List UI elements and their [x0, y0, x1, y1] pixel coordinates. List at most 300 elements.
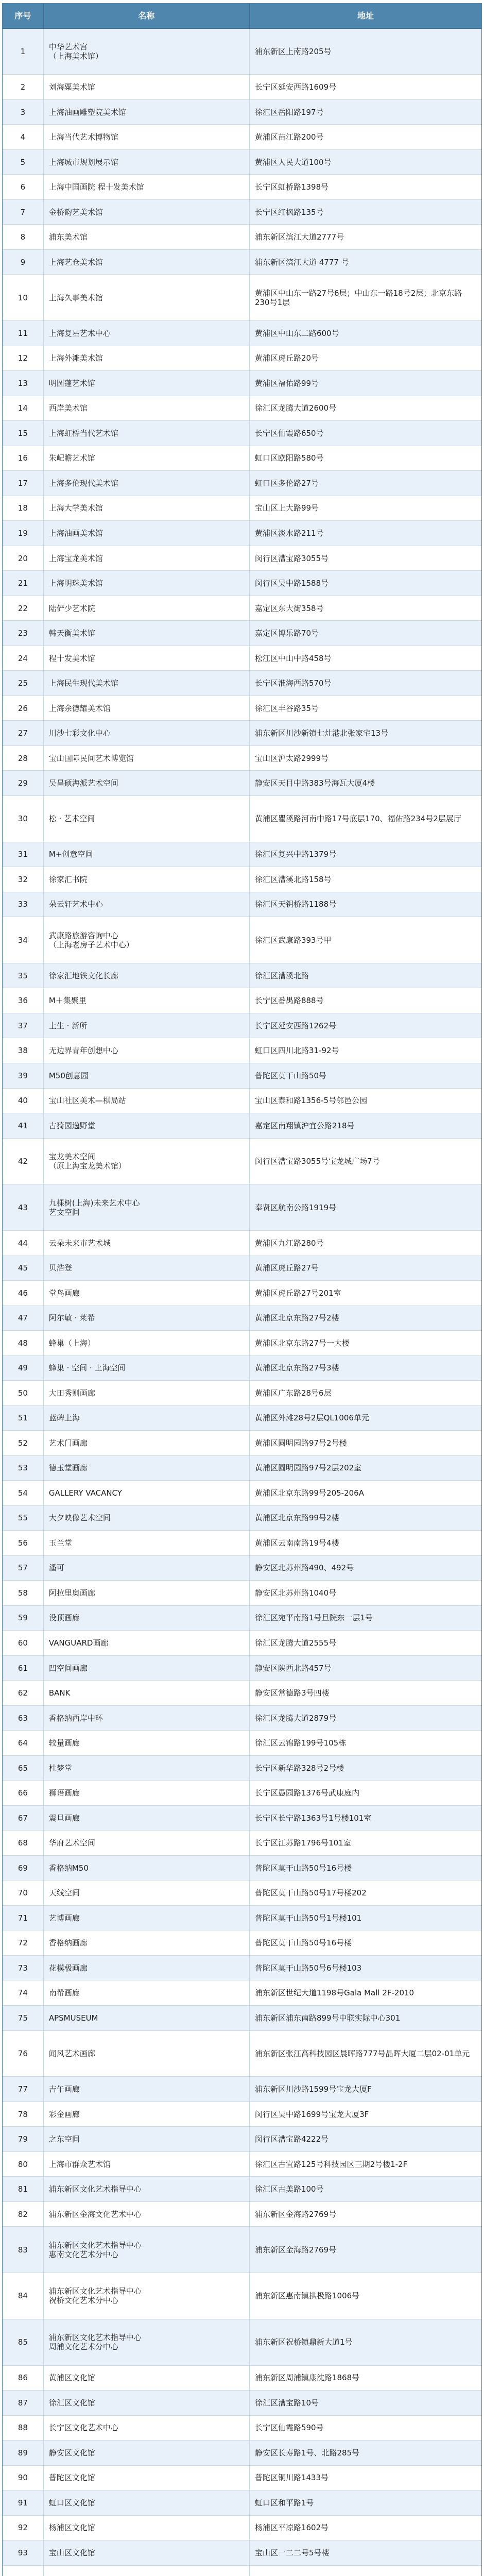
row-number: 91 [3, 2490, 44, 2516]
table-row [3, 275, 481, 321]
venue-address: 黄浦区圆明园路97号2号楼 [250, 1431, 481, 1456]
venue-name: 潘可 [44, 1556, 250, 1581]
venue-address: 徐汇区龙腾大道2555号 [250, 1631, 481, 1656]
row-number: 55 [3, 1506, 44, 1531]
row-number: 51 [3, 1406, 44, 1431]
venue-name: 天线空间 [44, 1880, 250, 1906]
venue-address: 浦东新区川沙路1599号宝龙大厦F [250, 2077, 481, 2102]
row-number: 32 [3, 867, 44, 892]
table-row [3, 1606, 481, 1631]
venue-address: 长宁区愚园路1376号武康庭内 [250, 1781, 481, 1806]
row-number: 79 [3, 2127, 44, 2152]
venue-name: 阿拉里奥画廊 [44, 1581, 250, 1606]
row-number: 16 [3, 446, 44, 471]
table-row [3, 250, 481, 275]
venue-address: 长宁区仙霞路590号 [250, 2416, 481, 2441]
table-row [3, 1880, 481, 1906]
venue-name: 上海油画雕塑院美术馆 [44, 100, 250, 125]
table-row [3, 596, 481, 621]
row-number: 26 [3, 696, 44, 721]
row-number: 9 [3, 250, 44, 275]
venue-address: 虹口区欧阳路580号 [250, 446, 481, 471]
row-number: 10 [3, 275, 44, 321]
venue-name: 九棵树(上海)未来艺术中心 艺文空间 [44, 1184, 250, 1231]
venue-name: 艺博画廊 [44, 1906, 250, 1931]
table-row [3, 2152, 481, 2177]
venue-name: VANGUARD画廊 [44, 1631, 250, 1656]
table-row [3, 1581, 481, 1606]
venue-name [44, 2566, 250, 2576]
venue-name: 香格纳画廊 [44, 1930, 250, 1956]
table-row [3, 1013, 481, 1039]
venue-name: 金桥韵艺美术馆 [44, 200, 250, 225]
table-row [3, 1113, 481, 1139]
venue-address: 徐汇区漕溪北路 [250, 963, 481, 989]
table-row [3, 771, 481, 796]
row-number: 80 [3, 2152, 44, 2177]
venue-name: 松 · 艺术空间 [44, 796, 250, 842]
venue-address: 宝山区泰和路1356-5号邻邑公园 [250, 1089, 481, 1114]
venue-name: 蜂巢 · 空间 · 上海空间 [44, 1356, 250, 1381]
row-number: 87 [3, 2391, 44, 2416]
venue-name: 川沙七彩文化中心 [44, 721, 250, 746]
venue-name: 花模极画廊 [44, 1956, 250, 1981]
venue-address: 普陀区莫干山路50号 [250, 1063, 481, 1089]
table-row [3, 150, 481, 175]
venue-address: 浦东新区上南路205号 [250, 29, 481, 75]
venue-name: 上海艺仓美术馆 [44, 250, 250, 275]
venue-address: 徐汇区云锦路199号105栋 [250, 1731, 481, 1756]
row-number: 67 [3, 1806, 44, 1831]
row-number: 39 [3, 1063, 44, 1089]
row-number: 75 [3, 2006, 44, 2031]
venue-address: 黄浦区圆明园路97号2层202室 [250, 1456, 481, 1481]
table-row [3, 125, 481, 150]
venue-name: 大田秀则画廊 [44, 1381, 250, 1406]
row-number: 18 [3, 496, 44, 521]
venue-address: 徐汇区岳阳路197号 [250, 100, 481, 125]
row-number: 30 [3, 796, 44, 842]
table-row [3, 867, 481, 892]
venue-address: 长宁区虹桥路1398号 [250, 175, 481, 200]
venue-name: 香格纳M50 [44, 1856, 250, 1881]
row-number: 42 [3, 1139, 44, 1185]
venue-address: 浦东新区浦东南路899号中联实际中心301 [250, 2006, 481, 2031]
venue-name: 刘海粟美术馆 [44, 75, 250, 100]
venue-name: 震旦画廊 [44, 1806, 250, 1831]
venue-name: 程十发美术馆 [44, 646, 250, 671]
venue-name: 狮语画廊 [44, 1781, 250, 1806]
venue-name: M＋集聚里 [44, 988, 250, 1013]
table-row [3, 1831, 481, 1856]
venue-address: 黄浦区苗江路200号 [250, 125, 481, 150]
venue-address: 黄浦区中山东二路600号 [250, 321, 481, 346]
venue-address: 普陀区铜川路1433号 [250, 2466, 481, 2491]
row-number: 13 [3, 371, 44, 396]
venue-name: 上海宝龙美术馆 [44, 546, 250, 571]
row-number: 34 [3, 917, 44, 963]
table-row [3, 2441, 481, 2466]
venue-address: 静安区常德路3号四楼 [250, 1681, 481, 1706]
venue-address: 静安区天目中路383号海瓦大厦4楼 [250, 771, 481, 796]
venue-address: 长宁区仙霞路650号 [250, 421, 481, 446]
venue-name: 上海中国画院 程十发美术馆 [44, 175, 250, 200]
venue-name: 浦东新区文化艺术指导中心 [44, 2177, 250, 2202]
venue-address: 嘉定区南翔镇沪宜公路218号 [250, 1113, 481, 1139]
table-row [3, 842, 481, 868]
venue-address: 浦东新区世纪大道1198号Gala Mall 2F-2010 [250, 1980, 481, 2006]
table-row [3, 29, 481, 75]
table-row [3, 1806, 481, 1831]
table-row [3, 2006, 481, 2031]
venue-name: 韩天衡美术馆 [44, 621, 250, 646]
row-number [3, 2566, 44, 2576]
table-row [3, 1281, 481, 1306]
row-number: 77 [3, 2077, 44, 2102]
row-number: 17 [3, 471, 44, 496]
table-row [3, 396, 481, 421]
venue-name: M+创意空间 [44, 842, 250, 868]
row-number: 24 [3, 646, 44, 671]
row-number: 59 [3, 1606, 44, 1631]
row-number: 48 [3, 1331, 44, 1356]
row-number: 27 [3, 721, 44, 746]
venue-address: 静安区陕西北路457号 [250, 1656, 481, 1681]
row-number: 8 [3, 225, 44, 250]
table-row [3, 2540, 481, 2566]
table-row [3, 1706, 481, 1731]
table-row [3, 696, 481, 721]
venue-name: 宝龙美术空间 （原上海宝龙美术馆） [44, 1139, 250, 1185]
venue-address: 黄浦区淡水路211号 [250, 521, 481, 546]
table-row [3, 1556, 481, 1581]
row-number: 81 [3, 2177, 44, 2202]
venue-address: 黄浦区北京东路99号205-206A [250, 1481, 481, 1506]
venue-address: 徐汇区宛平南路1号旦院东一层1号 [250, 1606, 481, 1631]
row-number: 66 [3, 1781, 44, 1806]
venue-name: 宝山区文化馆 [44, 2540, 250, 2566]
table-header-row [3, 4, 481, 29]
venue-address: 黄浦区瞿溪路河南中路17号底层170、福佑路234号2层展厅 [250, 796, 481, 842]
row-number: 90 [3, 2466, 44, 2491]
venue-name: 普陀区文化馆 [44, 2466, 250, 2491]
venue-name: 无边界青年创想中心 [44, 1038, 250, 1063]
table-row [3, 1139, 481, 1185]
venue-address: 浦东新区川沙新镇七灶港北张家宅13号 [250, 721, 481, 746]
venue-name: 徐家汇书院 [44, 867, 250, 892]
venue-address: 普陀区莫干山路50号16号楼 [250, 1856, 481, 1881]
venue-address: 虹口区四川北路31-92号 [250, 1038, 481, 1063]
row-number: 56 [3, 1531, 44, 1556]
venue-address: 徐汇区漕宝路10号 [250, 2391, 481, 2416]
table-row [3, 421, 481, 446]
venue-name: APSMUSEUM [44, 2006, 250, 2031]
row-number: 35 [3, 963, 44, 989]
venue-name: 云朵未来市艺术城 [44, 1231, 250, 1256]
row-number: 5 [3, 150, 44, 175]
venue-name: 吉午画廊 [44, 2077, 250, 2102]
venue-name: 中华艺术宫 （上海美术馆） [44, 29, 250, 75]
venue-name: 上海久事美术馆 [44, 275, 250, 321]
table-row [3, 2077, 481, 2102]
header-number: 序号 [3, 4, 44, 29]
row-number: 44 [3, 1231, 44, 1256]
row-number: 93 [3, 2540, 44, 2566]
table-row [3, 1256, 481, 1281]
venue-address: 徐汇区龙腾大道2879号 [250, 1706, 481, 1731]
table-row [3, 2273, 481, 2319]
venue-name: 古猗园逸野堂 [44, 1113, 250, 1139]
table-row [3, 963, 481, 989]
venue-name: 浦东新区文化艺术指导中心 惠南文化艺术分中心 [44, 2227, 250, 2273]
row-number: 15 [3, 421, 44, 446]
table-row [3, 1756, 481, 1781]
venue-address: 徐汇区漕溪北路158号 [250, 867, 481, 892]
table-row [3, 1906, 481, 1931]
row-number: 71 [3, 1906, 44, 1931]
row-number: 52 [3, 1431, 44, 1456]
venue-address: 长宁区番禺路888号 [250, 988, 481, 1013]
row-number: 36 [3, 988, 44, 1013]
venue-name: 上海油画美术馆 [44, 521, 250, 546]
venue-name: 彩金画廊 [44, 2102, 250, 2127]
venue-address: 虹口区和平路1号 [250, 2490, 481, 2516]
venue-address: 徐汇区龙腾大道2600号 [250, 396, 481, 421]
venue-address: 黄浦区云南南路19号4楼 [250, 1531, 481, 1556]
table-row [3, 1356, 481, 1381]
table-row [3, 1481, 481, 1506]
row-number: 31 [3, 842, 44, 868]
table-row [3, 100, 481, 125]
row-number: 65 [3, 1756, 44, 1781]
row-number: 29 [3, 771, 44, 796]
venue-address: 长宁区延安西路1609号 [250, 75, 481, 100]
venue-name: 黄浦区文化馆 [44, 2366, 250, 2391]
table-row [3, 1656, 481, 1681]
table-row [3, 496, 481, 521]
row-number: 37 [3, 1013, 44, 1039]
venue-address: 浦东新区张江高科技园区晨晖路777号晶晖大厦二层02-01单元 [250, 2031, 481, 2077]
venue-name: 上海复星艺术中心 [44, 321, 250, 346]
row-number: 74 [3, 1980, 44, 2006]
row-number: 73 [3, 1956, 44, 1981]
venue-name: 杨浦区文化馆 [44, 2516, 250, 2541]
venue-name: 杜梦堂 [44, 1756, 250, 1781]
table-row [3, 321, 481, 346]
venue-name: 艺术门画廊 [44, 1431, 250, 1456]
row-number: 83 [3, 2227, 44, 2273]
row-number: 60 [3, 1631, 44, 1656]
venue-name: 吴昌硕海派艺术空间 [44, 771, 250, 796]
venue-address: 闵行区漕宝路3055号宝龙城广场7号 [250, 1139, 481, 1185]
venue-name: 凹空间画廊 [44, 1656, 250, 1681]
row-number: 61 [3, 1656, 44, 1681]
row-number: 47 [3, 1306, 44, 1331]
table-row [3, 2127, 481, 2152]
row-number: 92 [3, 2516, 44, 2541]
venue-address: 长宁区长宁路1363号1号楼101室 [250, 1806, 481, 1831]
row-number: 3 [3, 100, 44, 125]
table-row [3, 1231, 481, 1256]
venue-name: 较量画廊 [44, 1731, 250, 1756]
row-number: 6 [3, 175, 44, 200]
row-number: 54 [3, 1481, 44, 1506]
row-number: 72 [3, 1930, 44, 1956]
venue-name: 浦东新区金海文化艺术中心 [44, 2202, 250, 2227]
table-row [3, 1456, 481, 1481]
venue-address: 黄浦区虎丘路27号 [250, 1256, 481, 1281]
table-row [3, 1631, 481, 1656]
venue-address: 浦东新区金海路2769号 [250, 2202, 481, 2227]
table-row [3, 1406, 481, 1431]
row-number: 38 [3, 1038, 44, 1063]
row-number: 41 [3, 1113, 44, 1139]
table-row [3, 371, 481, 396]
venue-address: 浦东新区周浦镇康沈路1868号 [250, 2366, 481, 2391]
venue-name: 堂鸟画廊 [44, 1281, 250, 1306]
table-row [3, 671, 481, 696]
venue-address: 浦东新区滨江大道2777号 [250, 225, 481, 250]
venue-address: 宝山区上大路99号 [250, 496, 481, 521]
venue-address: 虹口区多伦路27号 [250, 471, 481, 496]
venue-address: 浦东新区祝桥镇鼎新大道1号 [250, 2319, 481, 2366]
row-number: 7 [3, 200, 44, 225]
venue-name: 上海大学美术馆 [44, 496, 250, 521]
venue-address: 普陀区莫干山路50号17号楼202 [250, 1880, 481, 1906]
table-row [3, 1431, 481, 1456]
venue-address: 奉贤区航南公路1919号 [250, 1184, 481, 1231]
venue-name: 上海当代艺术博物馆 [44, 125, 250, 150]
table-row [3, 2366, 481, 2391]
venue-address: 黄浦区北京东路27号2楼 [250, 1306, 481, 1331]
venue-address: 徐汇区丰谷路35号 [250, 696, 481, 721]
venue-name: 上海虹桥当代艺术馆 [44, 421, 250, 446]
table-row [3, 2466, 481, 2491]
row-number: 2 [3, 75, 44, 100]
table-row [3, 646, 481, 671]
row-number: 68 [3, 1831, 44, 1856]
venue-name: 虹口区文化馆 [44, 2490, 250, 2516]
venue-name: 上海明珠美术馆 [44, 571, 250, 596]
row-number: 25 [3, 671, 44, 696]
row-number: 20 [3, 546, 44, 571]
table-row [3, 1856, 481, 1881]
venue-name: M50创意园 [44, 1063, 250, 1089]
table-row [3, 471, 481, 496]
row-number: 86 [3, 2366, 44, 2391]
venue-address: 闵行区漕宝路4222号 [250, 2127, 481, 2152]
venue-name: 上海市群众艺术馆 [44, 2152, 250, 2177]
row-number: 62 [3, 1681, 44, 1706]
venue-name: BANK [44, 1681, 250, 1706]
venue-address: 长宁区红枫路135号 [250, 200, 481, 225]
venue-address: 黄浦区九江路280号 [250, 1231, 481, 1256]
table-row [3, 1038, 481, 1063]
venue-address: 普陀区莫干山路50号16号楼 [250, 1930, 481, 1956]
table-row [3, 1731, 481, 1756]
row-number: 78 [3, 2102, 44, 2127]
header-address: 地址 [250, 4, 481, 29]
table-row [3, 1531, 481, 1556]
table-row [3, 346, 481, 371]
venue-address: 嘉定区博乐路70号 [250, 621, 481, 646]
row-number: 19 [3, 521, 44, 546]
table-row [3, 2202, 481, 2227]
venue-name: 上生 · 新所 [44, 1013, 250, 1039]
table-row [3, 2416, 481, 2441]
venue-address: 闵行区吴中路1699号宝龙大厦3F [250, 2102, 481, 2127]
row-number: 21 [3, 571, 44, 596]
table-row [3, 200, 481, 225]
venue-address: 黄浦区北京东路27号一大楼 [250, 1331, 481, 1356]
row-number: 50 [3, 1381, 44, 1406]
row-number: 63 [3, 1706, 44, 1731]
header-name: 名称 [44, 4, 250, 29]
venue-name: 浦东新区文化艺术指导中心 祝桥文化艺术分中心 [44, 2273, 250, 2319]
table-row [3, 175, 481, 200]
venue-name: GALLERY VACANCY [44, 1481, 250, 1506]
venue-address: 杨浦区平凉路1602号 [250, 2516, 481, 2541]
venue-name: 徐家汇地铁文化长廊 [44, 963, 250, 989]
venue-address [250, 2566, 481, 2576]
table-row [3, 2490, 481, 2516]
table-row [3, 1089, 481, 1114]
table-row [3, 721, 481, 746]
table-row [3, 1980, 481, 2006]
row-number: 88 [3, 2416, 44, 2441]
venue-name: 朵云轩艺术中心 [44, 892, 250, 918]
venue-name: 贝浩登 [44, 1256, 250, 1281]
venue-address: 徐汇区古美路100号 [250, 2177, 481, 2202]
venue-address: 宝山区沪太路2999号 [250, 746, 481, 771]
venue-address: 黄浦区中山东一路27号6层；中山东一路18号2层；北京东路230号1层 [250, 275, 481, 321]
venue-name: 明圆蓬艺术馆 [44, 371, 250, 396]
venue-address: 宝山区一二二号5号楼 [250, 2540, 481, 2566]
row-number: 85 [3, 2319, 44, 2366]
venue-name: 徐汇区文化馆 [44, 2391, 250, 2416]
row-number: 33 [3, 892, 44, 918]
table-row [3, 446, 481, 471]
row-number: 89 [3, 2441, 44, 2466]
venue-address: 浦东新区滨江大道 4777 号 [250, 250, 481, 275]
row-number: 69 [3, 1856, 44, 1881]
venue-address: 静安区长寿路1号、北路285号 [250, 2441, 481, 2466]
venue-address: 静安区北苏州路1040号 [250, 1581, 481, 1606]
venue-address: 徐汇区武康路393号甲 [250, 917, 481, 963]
venue-name: 香格纳西岸中环 [44, 1706, 250, 1731]
row-number: 28 [3, 746, 44, 771]
row-number: 45 [3, 1256, 44, 1281]
venue-name: 宝山社区美术—棋局站 [44, 1089, 250, 1114]
venue-name: 上海多伦现代美术馆 [44, 471, 250, 496]
table-row [3, 225, 481, 250]
table-row [3, 75, 481, 100]
table-row [3, 521, 481, 546]
venue-name: 德玉堂画廊 [44, 1456, 250, 1481]
table-row [3, 1506, 481, 1531]
venue-address: 长宁区江苏路1796号101室 [250, 1831, 481, 1856]
table-row [3, 2391, 481, 2416]
venue-name: 上海城市规划展示馆 [44, 150, 250, 175]
row-number: 11 [3, 321, 44, 346]
row-number: 46 [3, 1281, 44, 1306]
table-row [3, 988, 481, 1013]
row-number: 76 [3, 2031, 44, 2077]
row-number: 43 [3, 1184, 44, 1231]
table-row [3, 546, 481, 571]
row-number: 49 [3, 1356, 44, 1381]
venue-name: 玉兰堂 [44, 1531, 250, 1556]
